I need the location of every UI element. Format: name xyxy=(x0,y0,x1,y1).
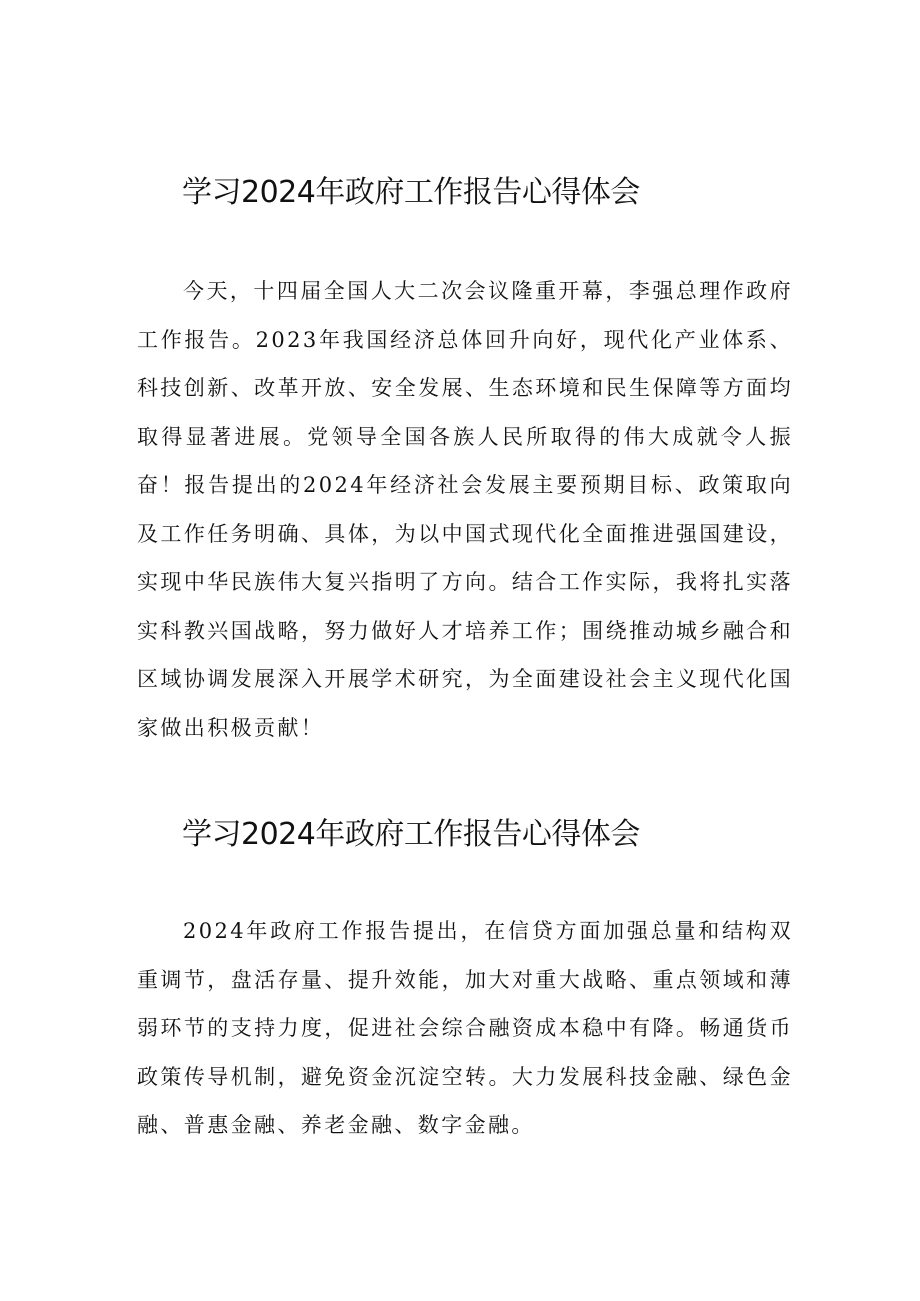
section-1-paragraph: 今天，十四届全国人大二次会议隆重开幕，李强总理作政府工作报告。2023年我国经济总体回升向好，现代化产业体系、科技创新、改革开放、安全发展、生态环境和民生保障等方面均取得显著进展。党领导全国各族人民所取得的伟大成就令人振奋！报告提出的2024年经济社会发展主要预期目标、政策取向及工作任务明确、具体，为以中国式现代化全面推进强国建设，实现中华民族伟大复兴指明了方向。结合工作实际，我将扎实落实科教兴国战略，努力做好人才培养工作；围绕推动城乡融合和区域协调发展深入开展学术研究，为全面建设社会主义现代化国家做出积极贡献！ xyxy=(137,279,793,740)
section-1-title: 学习2024年政府工作报告心得体会 xyxy=(182,175,640,210)
section-2-title: 学习2024年政府工作报告心得体会 xyxy=(182,817,640,852)
section-2-paragraph: 2024年政府工作报告提出，在信贷方面加强总量和结构双重调节，盘活存量、提升效能，加大对重大战略、重点领域和薄弱环节的支持力度，促进社会综合融资成本稳中有降。畅通货币政策传导机制，避免资金沉淀空转。大力发展科技金融、绿色金融、普惠金融、养老金融、数字金融。 xyxy=(137,919,793,1137)
